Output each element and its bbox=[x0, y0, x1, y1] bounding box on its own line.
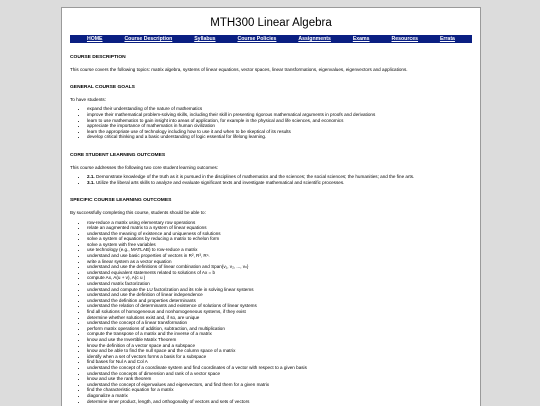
list-item: • know and be able to find the null space and the column space of a matrix bbox=[87, 348, 472, 354]
list-item: • understand the concept of a coordinate system and find coordinates of a vector with respect to a given basis bbox=[87, 365, 472, 371]
core-outcomes-intro: This course addresses the following two core student learning outcomes: bbox=[70, 164, 219, 170]
list-item: • understand and use the definitions of linear combination and Span{v₁, v₂, ..., vₙ} bbox=[87, 264, 472, 270]
list-item: • determine whether solutions exist and, if so, are unique bbox=[87, 315, 472, 321]
outcome-number: 2.1. bbox=[87, 174, 95, 180]
list-item: • expand their understanding of the nature of mathematics bbox=[87, 106, 472, 112]
list-item: • appreciate the importance of mathematics in human civilization bbox=[87, 123, 472, 129]
course-goals-heading: GENERAL COURSE GOALS bbox=[70, 85, 135, 91]
outcome-text: Utilize the liberal arts skills to analyze and evaluate significant texts and investigate mathematical and scientific processes. bbox=[95, 179, 345, 185]
list-item: • find bases for Nul A and Col A bbox=[87, 359, 472, 365]
list-item: • improve their mathematical problem-solving skills, including their skill in presenting rigorous mathematical arguments in proofs and derivations bbox=[87, 112, 472, 118]
outcome-text: Demonstrate knowledge of the truth as it is pursued in the disciplines of mathematics and the sciences; the social sciences; the humanities; and the fine arts. bbox=[95, 174, 415, 180]
list-item: • understand the definition and properties determinants bbox=[87, 298, 472, 304]
list-item: • understand matrix factorization bbox=[87, 281, 472, 287]
list-item: • understand the concept of eigenvalues and eigenvectors, and find them for a given matrix bbox=[87, 382, 472, 388]
page-container bbox=[61, 7, 481, 406]
list-item: • develop critical thinking and a basic understanding of logic essential for lifelong learning. bbox=[87, 134, 472, 140]
course-goals-intro: To have students: bbox=[70, 96, 107, 102]
nav-syllabus[interactable]: Syllabus bbox=[194, 36, 216, 42]
list-item: • use technology (e.g., MATLAB) to row-reduce a matrix bbox=[87, 247, 472, 253]
list-item: • understand and compute the LU factorization and its role in solving linear systems bbox=[87, 287, 472, 293]
list-item: • understand and use basic properties of vectors in R², R³, Rⁿ. bbox=[87, 253, 472, 259]
list-item: • determine inner product, length, and orthogonality of vectors and sets of vectors bbox=[87, 399, 472, 405]
list-item: • understand the concepts of dimension and rank of a vector space bbox=[87, 371, 472, 377]
list-item: • understand the meaning of existence and uniqueness of solutions bbox=[87, 231, 472, 237]
specific-outcomes-intro: By successfully completing this course, students should be able to: bbox=[70, 209, 206, 215]
list-item bbox=[87, 180, 472, 186]
list-item: • learn the appropriate use of technology including how to use it and when to be skeptical of its results bbox=[87, 129, 472, 135]
list-item: • solve a system with free variables bbox=[87, 242, 472, 248]
course-description-heading: COURSE DESCRIPTION bbox=[70, 55, 126, 60]
nav-errata[interactable]: Errata bbox=[439, 36, 455, 42]
nav-course-policies[interactable]: Course Policies bbox=[237, 36, 277, 42]
nav-assignments[interactable]: Assignments bbox=[298, 36, 331, 42]
list-item: • find all solutions of homogeneous and nonhomogeneous systems, if they exist bbox=[87, 309, 472, 315]
outcome-number: 3.1. bbox=[87, 179, 95, 185]
nav-home[interactable]: HOME bbox=[86, 36, 103, 42]
list-item: • know and use the rank theorem bbox=[87, 376, 472, 382]
nav-exams[interactable]: Exams bbox=[352, 36, 370, 42]
list-item: • solve a system of equations by reducing a matrix to echelon form bbox=[87, 236, 472, 242]
main-content bbox=[62, 55, 480, 404]
list-item: • know and use the Invertible Matrix Theorem bbox=[87, 337, 472, 343]
core-outcomes-heading: CORE STUDENT LEARNING OUTCOMES bbox=[70, 152, 166, 158]
page-title: MTH300 Linear Algebra bbox=[210, 17, 332, 29]
core-outcomes-list bbox=[70, 174, 472, 185]
nav-bar bbox=[70, 35, 472, 43]
list-item: • learn to use mathematics to gain insight into areas of application, for example in the physical and life sciences, and economics bbox=[87, 118, 472, 124]
specific-outcomes-heading: SPECIFIC COURSE LEARNING OUTCOMES bbox=[70, 198, 172, 204]
course-description-text: This course covers the following topics: matrix algebra, systems of linear equations, vector spaces, linear transformations, eigenvalues, eigenvectors and applications. bbox=[70, 66, 408, 72]
specific-outcomes-list bbox=[70, 220, 472, 405]
list-item: • understand the relation of determinants and existence of solutions of linear systems bbox=[87, 303, 472, 309]
list-item: • compute Ax, A(u + v), A(c u ) bbox=[87, 275, 472, 281]
list-item: • identify when a set of vectors forms a basis for a subspace bbox=[87, 354, 472, 360]
list-item: • understand and use the definition of linear independence bbox=[87, 292, 472, 298]
list-item: • perform matrix operations of addition, subtraction, and multiplication bbox=[87, 326, 472, 332]
list-item: • diagonalize a matrix bbox=[87, 393, 472, 399]
list-item: • know the definition of a vector space and a subspace bbox=[87, 343, 472, 349]
nav-resources[interactable]: Resources bbox=[391, 36, 419, 42]
list-item: • understand the concept of a linear transformation bbox=[87, 320, 472, 326]
list-item: • write a linear system as a vector equation bbox=[87, 259, 472, 265]
nav-course-description[interactable]: Course Description bbox=[124, 36, 173, 42]
course-goals-list bbox=[70, 106, 472, 140]
list-item: • understand equivalent statements related to solutions of Ax = b bbox=[87, 270, 472, 276]
list-item: • row-reduce a matrix using elementary row operations bbox=[87, 220, 472, 226]
list-item: • relate an augmented matrix to a system of linear equations bbox=[87, 225, 472, 231]
list-item: • compute the transpose of a matrix and the inverse of a matrix bbox=[87, 331, 472, 337]
list-item: • find the characteristic equation for a matrix bbox=[87, 387, 472, 393]
